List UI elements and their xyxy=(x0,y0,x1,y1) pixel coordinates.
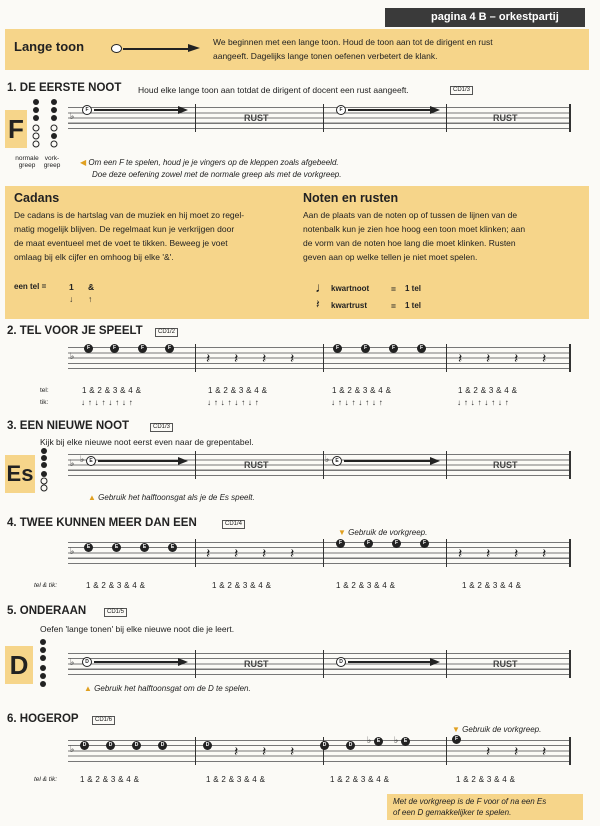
quarter-note-f: F xyxy=(336,539,345,548)
quarter-rest-icon: 𝄽 xyxy=(486,743,491,759)
barline xyxy=(195,539,196,567)
beat-and: & xyxy=(88,282,95,292)
rest-label: RUST xyxy=(493,113,518,123)
staff-section-2 xyxy=(68,347,570,369)
quarter-rest-icon: 𝄽 xyxy=(486,350,491,366)
hold-arrow-line xyxy=(94,661,180,663)
quarter-rest-icon: 𝄽 xyxy=(234,545,239,561)
barline xyxy=(195,737,196,765)
rest-label: RUST xyxy=(244,113,269,123)
noten-text xyxy=(303,208,583,264)
one-tel-label: 1 tel xyxy=(405,284,422,293)
staff-section-6 xyxy=(68,735,570,762)
quarter-note-f: F xyxy=(361,344,370,353)
kwartnoot-label: kwartnoot xyxy=(331,284,370,293)
quarter-note-d: D xyxy=(158,741,167,750)
noten-line: notenbalk kun je zien hoe hoog een toon moet klinken; aan xyxy=(303,224,526,234)
hint-1-text: Om een F te spelen, houd je je vingers op de kleppen zoals afgebeeld. xyxy=(88,158,339,167)
quarter-note-f: F xyxy=(452,735,461,744)
quarter-rest-icon: 𝄽 xyxy=(514,350,519,366)
quarter-note-d: D xyxy=(132,741,141,750)
barline xyxy=(195,344,196,372)
tap-up-icon: ↑ xyxy=(88,294,93,304)
tap-down-icon: ↓ xyxy=(69,294,74,304)
key-signature-icon: ♭ xyxy=(70,546,75,556)
info-box xyxy=(5,186,589,319)
staff-section-1 xyxy=(68,107,570,129)
key-signature-icon: ♭ xyxy=(70,657,75,667)
section-1-hint-2: Doe deze oefening zowel met de normale greep als met de vorkgreep. xyxy=(92,170,342,179)
count-row: 1 & 2 & 3 & 4 & xyxy=(82,386,142,395)
section-3-desc: Kijk bij elke nieuwe noot eerst even naar de grepentabel. xyxy=(40,437,254,447)
hold-arrow-head-icon xyxy=(178,457,188,465)
section-6-title: 6. HOGEROP xyxy=(7,713,79,725)
end-barline xyxy=(569,451,571,479)
count-row: 1 & 2 & 3 & 4 & xyxy=(208,386,268,395)
fingering-chart-icon xyxy=(39,447,49,492)
warning-triangle-icon: ▲ xyxy=(84,684,92,693)
note-letter-es: Es xyxy=(5,455,35,493)
hold-arrow-line xyxy=(344,460,432,462)
hold-arrow-head-icon xyxy=(178,658,188,666)
barline xyxy=(446,650,447,678)
tick-row: ↓ ↑ ↓ ↑ ↓ ↑ ↓ ↑ xyxy=(457,398,510,407)
lange-toon-line1: We beginnen met een lange toon. Houd de toon aan tot de dirigent en rust xyxy=(213,37,493,47)
quarter-note-f: F xyxy=(110,344,119,353)
quarter-rest-icon: 𝄽 xyxy=(262,350,267,366)
fork-fingering-icon xyxy=(49,98,59,148)
quarter-rest-icon: 𝄽 xyxy=(234,743,239,759)
hold-arrow-line xyxy=(348,661,432,663)
quarter-rest-icon: 𝄽 xyxy=(262,743,267,759)
end-barline xyxy=(569,539,571,567)
quarter-rest-icon: 𝄽 xyxy=(316,297,320,311)
note-d: D xyxy=(82,657,92,667)
key-signature-icon: ♭ xyxy=(70,111,75,121)
barline xyxy=(446,344,447,372)
note-d: D xyxy=(336,657,346,667)
count-row: 1 & 2 & 3 & 4 & xyxy=(80,775,140,784)
quarter-note-es: E xyxy=(374,737,383,746)
count-row: 1 & 2 & 3 & 4 & xyxy=(458,386,518,395)
key-signature-icon: ♭ xyxy=(70,744,75,754)
hold-arrow-head-icon xyxy=(430,457,440,465)
noten-line: Aan de plaats van de noten op of tussen de lijnen van de xyxy=(303,210,518,220)
quarter-note-es: E xyxy=(112,543,121,552)
noten-line: de vorm van de noten hoe lang die moet klinken. Rusten xyxy=(303,238,516,248)
equals-sign: = xyxy=(391,284,396,294)
barline xyxy=(323,451,324,479)
warning-triangle-icon: ▲ xyxy=(88,493,96,502)
fingering-chart-icon xyxy=(38,638,48,692)
end-barline xyxy=(569,344,571,372)
section-5-hint-text: Gebruik het halftoonsgat om de D te spelen. xyxy=(94,684,251,693)
footer-tip-line2: of een D gemakkelijker te spelen. xyxy=(393,808,512,817)
rest-label: RUST xyxy=(493,659,518,669)
quarter-rest-icon: 𝄽 xyxy=(542,743,547,759)
note-f: F xyxy=(82,105,92,115)
count-row: 1 & 2 & 3 & 4 & xyxy=(462,581,522,590)
count-row: 1 & 2 & 3 & 4 & xyxy=(212,581,272,590)
flat-sign-icon: ♭ xyxy=(394,735,399,745)
barline xyxy=(446,539,447,567)
whole-note-icon xyxy=(111,44,122,53)
beat-one: 1 xyxy=(69,282,74,292)
section-1-title: 1. DE EERSTE NOOT xyxy=(7,82,122,94)
cd-track-5: CD1/5 xyxy=(104,608,127,617)
count-row: 1 & 2 & 3 & 4 & xyxy=(332,386,392,395)
rest-label: RUST xyxy=(493,460,518,470)
tik-label: tik: xyxy=(40,399,49,406)
section-4-hint-text: Gebruik de vorkgreep. xyxy=(348,528,428,537)
arrow-line-icon xyxy=(123,48,188,50)
quarter-note-f: F xyxy=(165,344,174,353)
hold-arrow-line xyxy=(98,460,180,462)
quarter-note-f: F xyxy=(364,539,373,548)
note-es: E xyxy=(332,456,342,466)
quarter-note-d: D xyxy=(203,741,212,750)
quarter-note-f: F xyxy=(84,344,93,353)
section-5-title: 5. ONDERAAN xyxy=(7,605,87,617)
quarter-rest-icon: 𝄽 xyxy=(234,350,239,366)
barline xyxy=(446,451,447,479)
section-4-hint xyxy=(338,528,427,537)
barline xyxy=(195,104,196,132)
tel-tik-label: tel & tik: xyxy=(34,582,58,589)
een-tel-label: een tel = xyxy=(14,282,47,291)
section-1-hint-1 xyxy=(80,158,339,167)
quarter-note-icon: ♩ xyxy=(315,279,329,295)
section-2-title: 2. TEL VOOR JE SPEELT xyxy=(7,325,143,337)
count-row: 1 & 2 & 3 & 4 & xyxy=(330,775,390,784)
cadans-line: de maat eventueel met de voet te tikken. Beweeg je voet xyxy=(14,238,228,248)
lange-toon-line2: aangeeft. Dagelijks lange tonen oefenen verbetert de klank. xyxy=(213,51,438,61)
quarter-rest-icon: 𝄽 xyxy=(206,545,211,561)
key-signature-icon: ♭ xyxy=(70,351,75,361)
quarter-note-d: D xyxy=(320,741,329,750)
staff-section-3 xyxy=(68,454,570,476)
equals-sign: = xyxy=(391,301,396,311)
section-5-desc: Oefen 'lange tonen' bij elke nieuwe noot die je leert. xyxy=(40,624,235,634)
page-header: pagina 4 B – orkestpartij xyxy=(385,8,585,27)
quarter-rest-icon: 𝄽 xyxy=(542,350,547,366)
hold-arrow-line xyxy=(348,109,432,111)
footer-tip-line1: Met de vorkgreep is de F voor of na een Es xyxy=(393,797,547,806)
cd-track-4: CD1/4 xyxy=(222,520,245,529)
quarter-rest-icon: 𝄽 xyxy=(542,545,547,561)
quarter-note-d: D xyxy=(80,741,89,750)
quarter-note-f: F xyxy=(420,539,429,548)
section-4-title: 4. TWEE KUNNEN MEER DAN EEN xyxy=(7,517,197,529)
note-letter-d: D xyxy=(5,646,33,684)
cadans-line: De cadans is de hartslag van de muziek en hij moet zo regel- xyxy=(14,210,245,220)
tel-label: tel: xyxy=(40,387,49,394)
quarter-rest-icon: 𝄽 xyxy=(290,545,295,561)
section-3-title: 3. EEN NIEUWE NOOT xyxy=(7,420,130,432)
section-1-desc: Houd elke lange toon aan totdat de dirigent of docent een rust aangeeft. xyxy=(138,85,409,95)
one-tel-label: 1 tel xyxy=(405,301,422,310)
section-6-hint-text: Gebruik de vorkgreep. xyxy=(462,725,542,734)
quarter-note-d: D xyxy=(346,741,355,750)
warning-triangle-icon: ▼ xyxy=(338,528,346,537)
grip-normal-label: normale greep xyxy=(15,155,39,169)
hold-arrow-line xyxy=(94,109,180,111)
quarter-rest-icon: 𝄽 xyxy=(514,743,519,759)
cd-track-1: CD1/3 xyxy=(450,86,473,95)
quarter-note-es: E xyxy=(401,737,410,746)
kwartrust-label: kwartrust xyxy=(331,301,368,310)
barline xyxy=(323,650,324,678)
end-barline xyxy=(569,104,571,132)
quarter-rest-icon: 𝄽 xyxy=(458,545,463,561)
tick-row: ↓ ↑ ↓ ↑ ↓ ↑ ↓ ↑ xyxy=(331,398,384,407)
hold-arrow-head-icon xyxy=(430,658,440,666)
hold-arrow-head-icon xyxy=(430,106,440,114)
section-6-hint xyxy=(452,725,541,734)
hold-arrow-head-icon xyxy=(178,106,188,114)
tick-row: ↓ ↑ ↓ ↑ ↓ ↑ ↓ ↑ xyxy=(207,398,260,407)
staff-section-4 xyxy=(68,542,570,564)
quarter-note-f: F xyxy=(333,344,342,353)
note-letter-f: F xyxy=(5,110,27,148)
cadans-title: Cadans xyxy=(14,191,60,205)
cd-track-6: CD1/6 xyxy=(92,716,115,725)
end-barline xyxy=(569,737,571,765)
tel-tik-label: tel & tik: xyxy=(34,776,58,783)
noten-rusten-title: Noten en rusten xyxy=(303,191,399,205)
quarter-rest-icon: 𝄽 xyxy=(206,350,211,366)
quarter-rest-icon: 𝄽 xyxy=(458,350,463,366)
barline xyxy=(323,344,324,372)
rest-label: RUST xyxy=(244,460,269,470)
lange-toon-text xyxy=(213,35,583,63)
staff-section-5 xyxy=(68,653,570,675)
tick-row: ↓ ↑ ↓ ↑ ↓ ↑ ↓ ↑ xyxy=(81,398,134,407)
count-row: 1 & 2 & 3 & 4 & xyxy=(456,775,516,784)
note-es: E xyxy=(86,456,96,466)
warning-triangle-icon: ▼ xyxy=(452,725,460,734)
count-row: 1 & 2 & 3 & 4 & xyxy=(336,581,396,590)
lange-toon-label: Lange toon xyxy=(14,39,85,54)
barline xyxy=(446,737,447,765)
quarter-rest-icon: 𝄽 xyxy=(262,545,267,561)
flat-sign-icon: ♭ xyxy=(80,454,85,464)
cd-track-3: CD1/3 xyxy=(150,423,173,432)
barline xyxy=(323,104,324,132)
key-signature-icon: ♭ xyxy=(70,458,75,468)
cadans-text xyxy=(14,208,294,264)
grip-fork-label: vork-greep xyxy=(43,155,61,169)
quarter-note-d: D xyxy=(106,741,115,750)
quarter-note-f: F xyxy=(389,344,398,353)
lange-toon-box xyxy=(5,29,589,70)
count-row: 1 & 2 & 3 & 4 & xyxy=(86,581,146,590)
section-3-hint-text: Gebruik het halftoonsgat als je de Es speelt. xyxy=(98,493,255,502)
noten-line: geven aan op welke tellen je niet moet spelen. xyxy=(303,252,478,262)
quarter-note-f: F xyxy=(392,539,401,548)
barline xyxy=(446,104,447,132)
quarter-rest-icon: 𝄽 xyxy=(290,743,295,759)
arrow-head-icon xyxy=(188,44,200,52)
flat-sign-icon: ♭ xyxy=(367,735,372,745)
barline xyxy=(323,539,324,567)
barline xyxy=(195,650,196,678)
barline xyxy=(195,451,196,479)
quarter-note-f: F xyxy=(138,344,147,353)
cadans-line: matig mogelijk blijven. De regelmaat kun je verkrijgen door xyxy=(14,224,235,234)
flat-sign-icon: ♭ xyxy=(325,454,330,464)
quarter-note-es: E xyxy=(84,543,93,552)
quarter-note-f: F xyxy=(417,344,426,353)
section-5-hint xyxy=(84,684,251,693)
hint-arrow-icon: ◀ xyxy=(80,158,87,167)
section-3-hint xyxy=(88,493,255,502)
quarter-rest-icon: 𝄽 xyxy=(514,545,519,561)
count-row: 1 & 2 & 3 & 4 & xyxy=(206,775,266,784)
quarter-rest-icon: 𝄽 xyxy=(486,545,491,561)
end-barline xyxy=(569,650,571,678)
fingering-chart-icon xyxy=(31,98,41,148)
quarter-note-es: E xyxy=(140,543,149,552)
cadans-line: omlaag bij elk cijfer en omhoog bij elke '&'. xyxy=(14,252,174,262)
quarter-note-es: E xyxy=(168,543,177,552)
footer-tip-box xyxy=(387,794,583,820)
note-f: F xyxy=(336,105,346,115)
rest-label: RUST xyxy=(244,659,269,669)
quarter-rest-icon: 𝄽 xyxy=(290,350,295,366)
cd-track-2: CD1/2 xyxy=(155,328,178,337)
